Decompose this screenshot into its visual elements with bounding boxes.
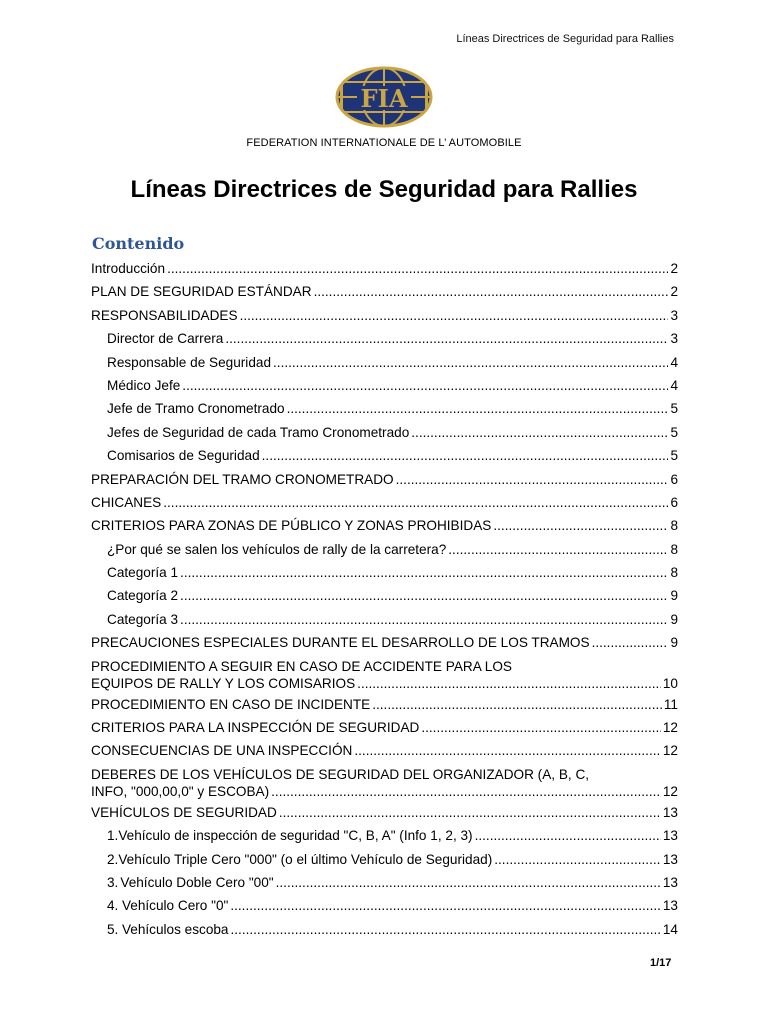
toc-entry-page: 8	[670, 518, 678, 534]
toc-entry[interactable]	[91, 280, 678, 303]
toc-leader	[230, 894, 661, 917]
toc-entry-text: CHICANES	[91, 494, 162, 510]
toc-entry-text: Categoría 2	[107, 588, 179, 604]
toc-leader	[448, 538, 668, 561]
toc-entry-text-line2: INFO, "000,00,0" y ESCOBA)	[91, 783, 270, 799]
toc-leader	[180, 561, 668, 584]
toc-leader	[180, 584, 668, 607]
toc-heading: Contenido	[92, 234, 185, 253]
toc-leader	[271, 783, 661, 800]
toc-leader	[273, 351, 668, 374]
toc-leader	[231, 918, 661, 941]
toc-entry-text: PLAN DE SEGURIDAD ESTÁNDAR	[91, 284, 312, 300]
toc-entry-number: 2.	[107, 851, 119, 867]
toc-leader	[592, 631, 669, 654]
toc-entry-page: 9	[670, 611, 678, 627]
toc-entry-text: RESPONSABILIDADES	[91, 307, 238, 323]
toc-subentry[interactable]	[91, 538, 678, 561]
toc-leader	[279, 801, 661, 824]
toc-entry-text: Vehículo Cero "0"	[121, 898, 229, 914]
toc-entry-text: Categoría 1	[107, 565, 179, 581]
toc-entry-text: CRITERIOS PARA ZONAS DE PÚBLICO Y ZONAS PROHIBIDAS	[91, 518, 492, 534]
toc-entry-text: Médico Jefe	[107, 377, 181, 393]
table-of-contents	[91, 257, 678, 941]
toc-entry-text-line1: DEBERES DE LOS VEHÍCULOS DE SEGURIDAD DEL ORGANIZADOR (A, B, C,	[91, 766, 590, 782]
toc-entry[interactable]	[91, 655, 678, 693]
toc-entry-page: 5	[670, 424, 678, 440]
toc-leader	[314, 280, 669, 303]
toc-entry-text: Jefes de Seguridad de cada Tramo Cronometrado	[107, 424, 410, 440]
toc-numbered-entry[interactable]	[91, 824, 678, 847]
toc-entry-page: 2	[670, 284, 678, 300]
toc-leader	[262, 444, 669, 467]
organization-name: FEDERATION INTERNATIONALE DE L’ AUTOMOBILE	[246, 137, 522, 149]
document-title: Líneas Directrices de Seguridad para Rallies	[130, 176, 638, 203]
toc-entry-text: PROCEDIMIENTO EN CASO DE INCIDENTE	[91, 696, 371, 712]
fia-logo	[334, 66, 434, 128]
toc-leader	[494, 848, 661, 871]
toc-entry-text: Vehículo de inspección de seguridad "C, B, A" (Info 1, 2, 3)	[118, 828, 473, 844]
toc-entry-page: 13	[662, 898, 678, 914]
toc-subentry[interactable]	[91, 374, 678, 397]
toc-entry[interactable]	[91, 693, 678, 716]
toc-entry[interactable]	[91, 468, 678, 491]
toc-leader	[225, 327, 668, 350]
toc-entry-page: 6	[670, 471, 678, 487]
toc-subentry[interactable]	[91, 584, 678, 607]
toc-subentry[interactable]	[91, 444, 678, 467]
toc-entry-page: 6	[670, 494, 678, 510]
toc-subentry[interactable]	[91, 327, 678, 350]
toc-numbered-entry[interactable]	[91, 871, 678, 894]
toc-entry[interactable]	[91, 491, 678, 514]
toc-entry-text: CONSECUENCIAS DE UNA INSPECCIÓN	[91, 743, 353, 759]
toc-entry[interactable]	[91, 716, 678, 739]
toc-subentry[interactable]	[91, 561, 678, 584]
toc-entry[interactable]	[91, 739, 678, 762]
toc-leader	[163, 491, 668, 514]
toc-leader	[421, 716, 661, 739]
running-header: Líneas Directrices de Seguridad para Rallies	[456, 33, 674, 45]
toc-entry-page: 12	[662, 743, 678, 759]
toc-entry-text: Introducción	[91, 261, 166, 276]
toc-entry-text: Vehículo Triple Cero "000" (o el último Vehículo de Seguridad)	[118, 851, 493, 867]
toc-leader	[372, 693, 662, 716]
toc-leader	[180, 608, 668, 631]
toc-entry-page: 5	[670, 401, 678, 417]
toc-entry-page: 11	[663, 696, 678, 712]
toc-numbered-entry[interactable]	[91, 848, 678, 871]
toc-numbered-entry[interactable]	[91, 918, 678, 941]
toc-entry-text: CRITERIOS PARA LA INSPECCIÓN DE SEGURIDAD	[91, 720, 420, 736]
toc-entry-page: 8	[670, 541, 678, 557]
toc-entry-text: Vehículos escoba	[121, 921, 229, 937]
toc-leader	[276, 871, 661, 894]
toc-subentry[interactable]	[91, 421, 678, 444]
toc-entry-page: 3	[670, 307, 678, 323]
toc-entry-number: 1.	[107, 828, 119, 844]
toc-entry-text-line2: EQUIPOS DE RALLY Y LOS COMISARIOS	[91, 675, 356, 691]
toc-entry-text: PRECAUCIONES ESPECIALES DURANTE EL DESARROLLO DE LOS TRAMOS	[91, 635, 590, 651]
toc-subentry[interactable]	[91, 608, 678, 631]
toc-leader	[354, 739, 661, 762]
toc-entry-page: 5	[670, 448, 678, 464]
toc-entry-page: 8	[670, 565, 678, 581]
toc-entry-page: 3	[670, 331, 678, 347]
toc-entry-text: ¿Por qué se salen los vehículos de rally de la carretera?	[107, 541, 447, 557]
toc-entry-number: 3.	[107, 874, 119, 890]
toc-leader	[240, 304, 669, 327]
toc-leader	[475, 824, 661, 847]
toc-entry-text: Director de Carrera	[107, 331, 224, 347]
toc-entry-text: Responsable de Seguridad	[107, 354, 272, 370]
toc-entry-page: 13	[662, 804, 678, 820]
toc-leader	[167, 257, 668, 280]
toc-subentry[interactable]	[91, 351, 678, 374]
toc-entry-page: 12	[662, 720, 678, 736]
toc-entry-text: Comisarios de Seguridad	[107, 448, 260, 464]
toc-numbered-entry[interactable]	[91, 894, 678, 917]
toc-entry-page: 9	[670, 635, 678, 651]
toc-entry[interactable]	[91, 257, 678, 280]
toc-leader	[396, 468, 669, 491]
toc-leader	[493, 514, 668, 537]
toc-entry-page: 13	[662, 851, 678, 867]
toc-entry-page: 4	[670, 377, 678, 393]
toc-entry-text: Categoría 3	[107, 611, 179, 627]
toc-subentry[interactable]	[91, 397, 678, 420]
toc-entry-number: 4.	[107, 898, 119, 914]
toc-leader	[357, 675, 661, 692]
toc-entry[interactable]	[91, 763, 678, 801]
toc-entry-page: 12	[662, 783, 678, 799]
toc-entry-page: 2	[670, 261, 678, 276]
toc-leader	[287, 397, 669, 420]
toc-entry-number: 5.	[107, 921, 119, 937]
toc-entry-text: VEHÍCULOS DE SEGURIDAD	[91, 804, 277, 820]
logo-text: FIA	[360, 84, 408, 113]
toc-entry[interactable]	[91, 631, 678, 654]
toc-entry[interactable]	[91, 304, 678, 327]
toc-leader	[411, 421, 668, 444]
page-number: 1/17	[650, 957, 672, 969]
toc-entry-page: 14	[662, 921, 678, 937]
toc-entry-text-line1: PROCEDIMIENTO A SEGUIR EN CASO DE ACCIDENTE PARA LOS	[91, 658, 512, 674]
toc-entry-page: 4	[670, 354, 678, 370]
toc-entry-text: Vehículo Doble Cero "00"	[120, 874, 274, 890]
toc-entry-page: 10	[662, 675, 678, 691]
toc-entry[interactable]	[91, 801, 678, 824]
toc-entry[interactable]	[91, 514, 678, 537]
toc-entry-page: 9	[670, 588, 678, 604]
toc-entry-page: 13	[662, 828, 678, 844]
toc-leader	[182, 374, 668, 397]
toc-entry-text: PREPARACIÓN DEL TRAMO CRONOMETRADO	[91, 471, 394, 487]
toc-entry-page: 13	[662, 874, 678, 890]
toc-entry-text: Jefe de Tramo Cronometrado	[107, 401, 285, 417]
